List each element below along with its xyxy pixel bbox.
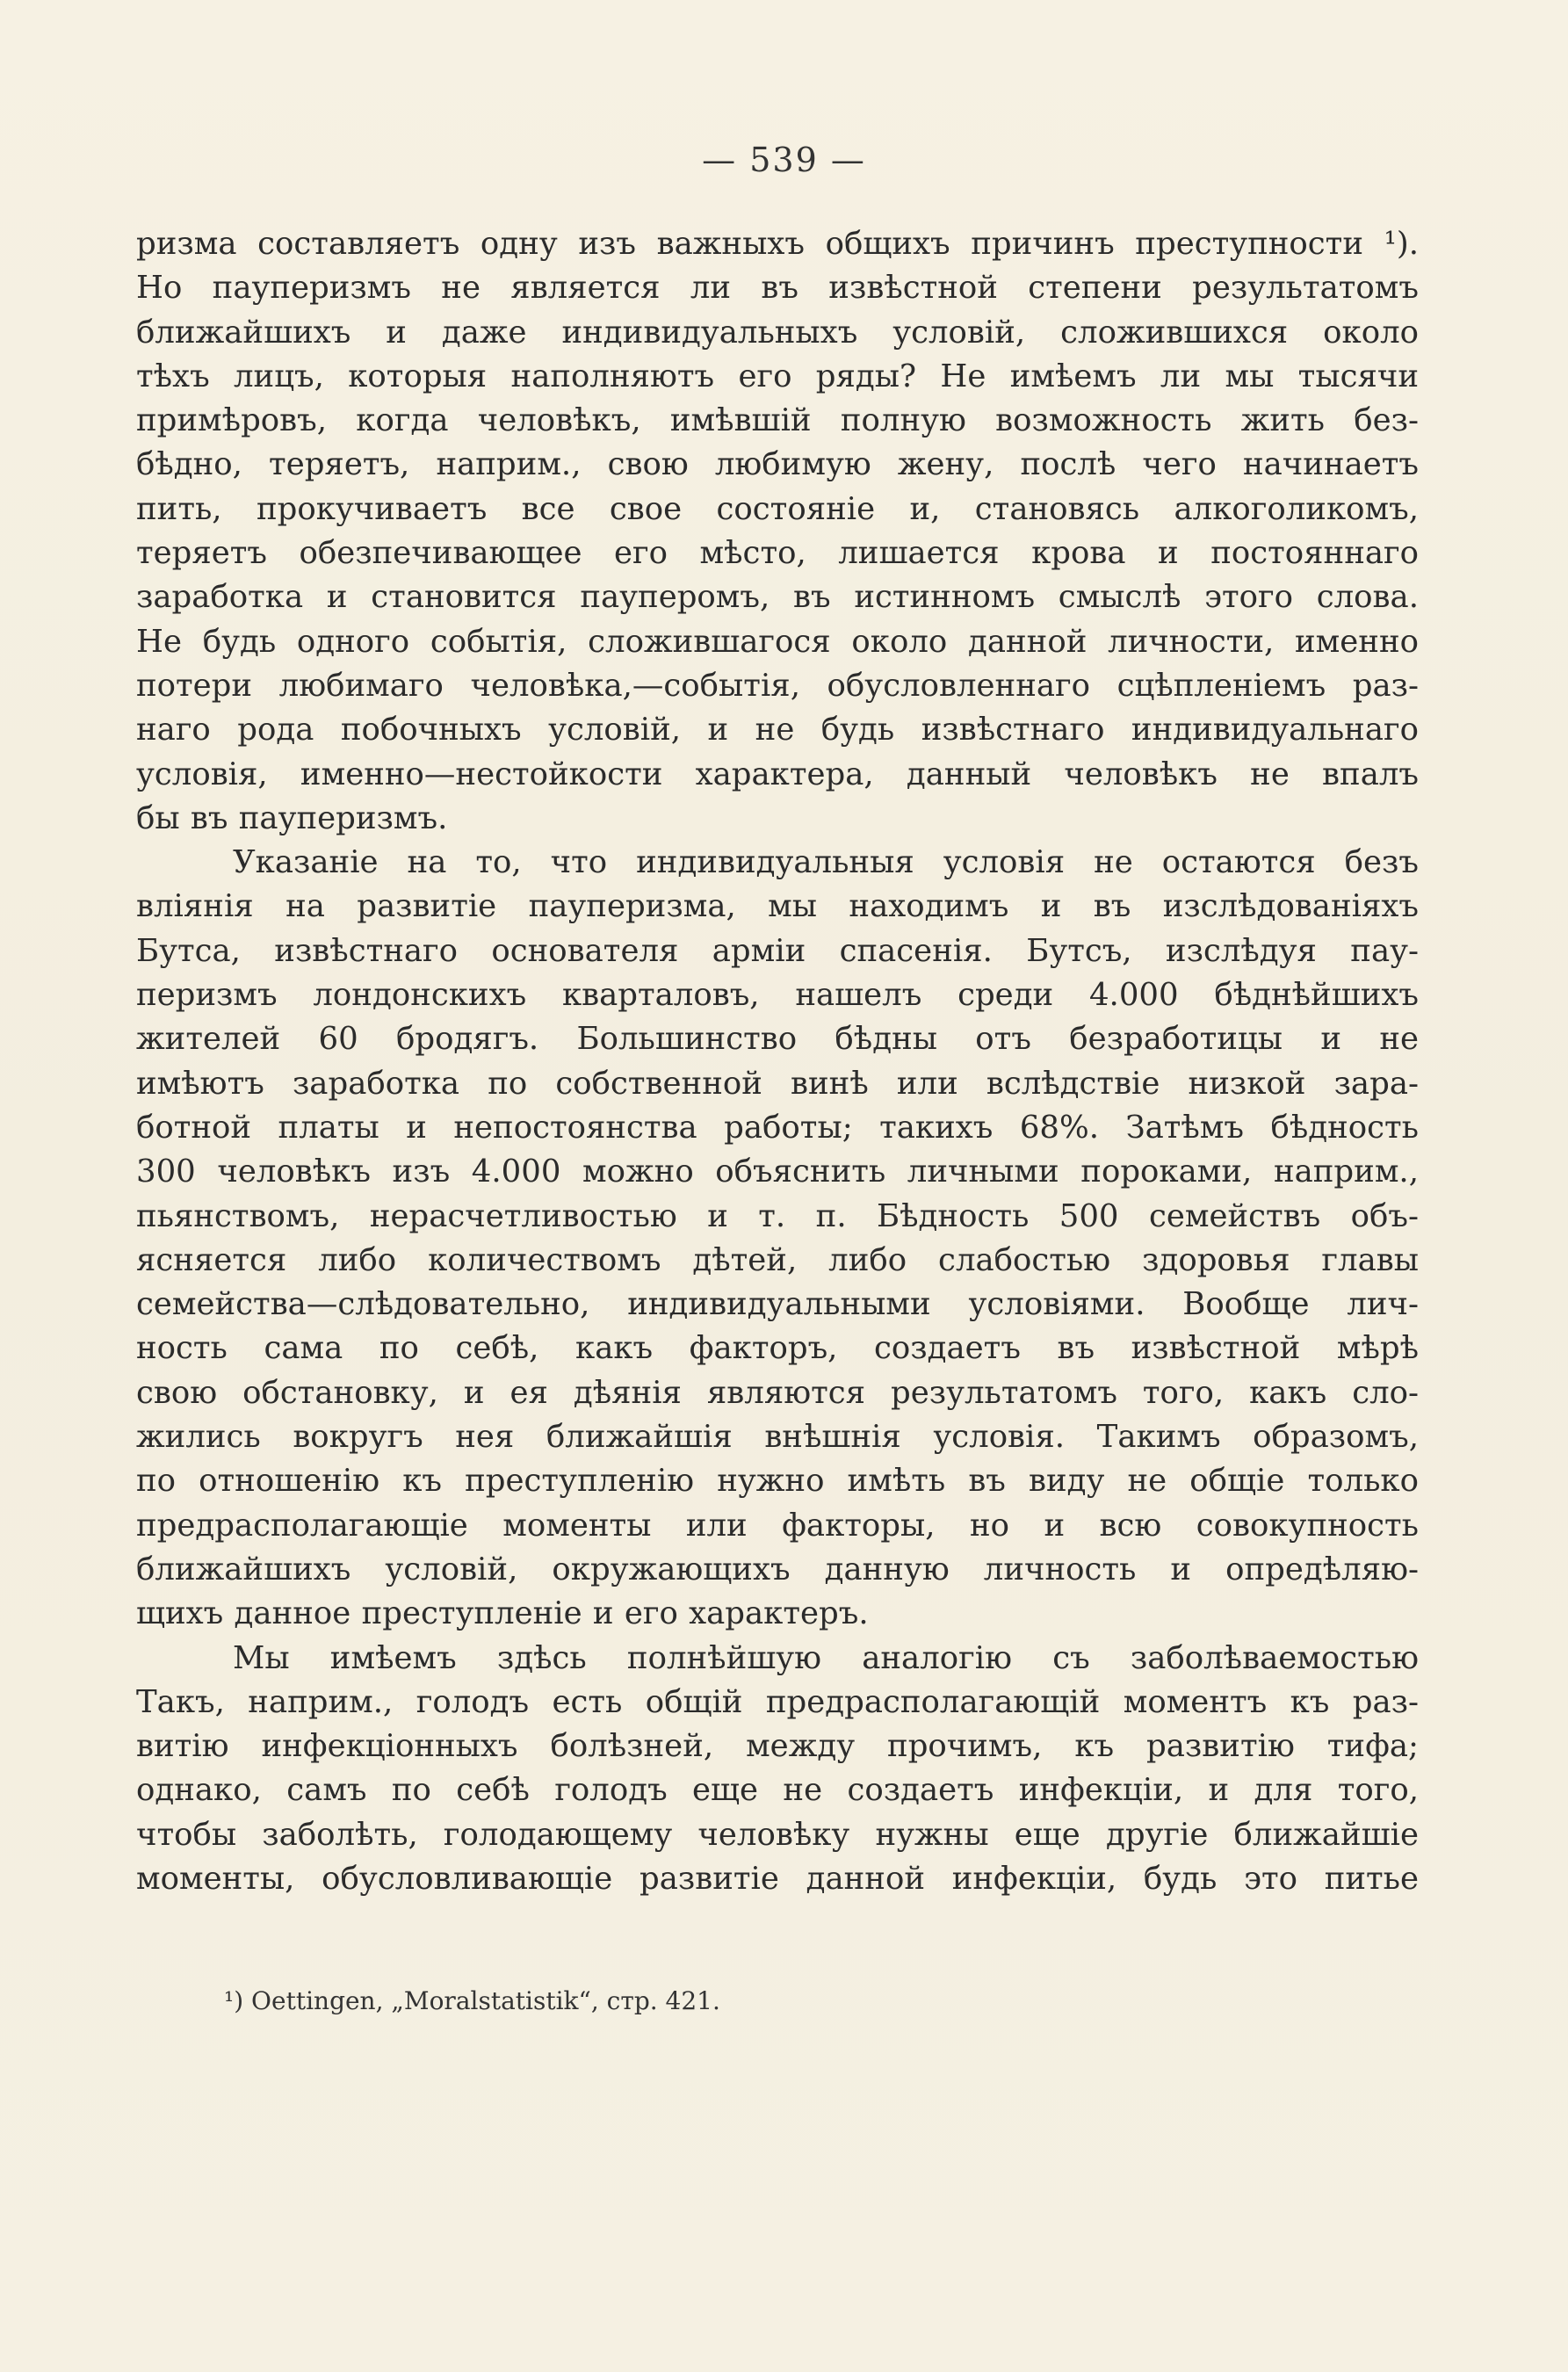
text-line: потери любимаго человѣка,—событія, обусловленнаго сцѣпленіемъ раз- [136, 667, 1419, 704]
text-line: Не будь одного событія, сложившагося около данной личности, именно [136, 623, 1419, 660]
text-line: ближайшихъ условій, окружающихъ данную личность и опредѣляю- [136, 1551, 1419, 1587]
text-line: теряетъ обезпечивающее его мѣсто, лишается крова и постояннаго [136, 535, 1419, 572]
page-number: — 539 — [702, 141, 866, 179]
text-line: щихъ данное преступленіе и его характеръ. [136, 1595, 869, 1632]
text-line: тѣхъ лицъ, которыя наполняютъ его ряды? Не имѣемъ ли мы тысячи [136, 358, 1419, 394]
text-line: жителей 60 бродягъ. Большинство бѣдны отъ безработицы и не [136, 1021, 1419, 1058]
text-line: Мы имѣемъ здѣсь полнѣйшую аналогію съ заболѣваемостью [233, 1639, 1419, 1676]
text-line: предрасполагающіе моменты или факторы, но и всю совокупность [136, 1507, 1419, 1544]
text-line: перизмъ лондонскихъ кварталовъ, нашелъ среди 4.000 бѣднѣйшихъ [136, 977, 1419, 1014]
text-line: свою обстановку, и ея дѣянія являются результатомъ того, какъ сло- [136, 1374, 1419, 1411]
text-line: витію инфекціонныхъ болѣзней, между прочимъ, къ развитію тифа; [136, 1728, 1419, 1765]
text-line: чтобы заболѣть, голодающему человѣку нужны еще другіе ближайшіе [136, 1816, 1419, 1853]
text-line: моменты, обусловливающіе развитіе данной инфекціи, будь это питье [136, 1860, 1419, 1897]
text-line: ясняется либо количествомъ дѣтей, либо слабостью здоровья главы [136, 1241, 1419, 1278]
text-line: заработка и становится пауперомъ, въ истинномъ смыслѣ этого слова. [136, 579, 1419, 616]
text-line: однако, самъ по себѣ голодъ еще не создаетъ инфекціи, и для того, [136, 1772, 1419, 1809]
text-line: примѣровъ, когда человѣкъ, имѣвшій полную возможность жить без- [136, 402, 1419, 439]
text-line: Такъ, наприм., голодъ есть общій предрасполагающій моментъ къ раз- [136, 1683, 1419, 1720]
text-line: пьянствомъ, нерасчетливостью и т. п. Бѣдность 500 семействъ объ- [136, 1197, 1419, 1234]
text-line: наго рода побочныхъ условій, и не будь извѣстнаго индивидуальнаго [136, 712, 1419, 748]
text-line: по отношенію къ преступленію нужно имѣть въ виду не общіе только [136, 1463, 1419, 1500]
text-line: бы въ пауперизмъ. [136, 799, 448, 836]
text-line: 300 человѣкъ изъ 4.000 можно объяснить личными пороками, наприм., [136, 1153, 1419, 1190]
text-line: ближайшихъ и даже индивидуальныхъ условій, сложившихся около [136, 314, 1419, 351]
text-line: Но пауперизмъ не является ли въ извѣстной степени результатомъ [136, 270, 1419, 307]
text-line: жились вокругъ нея ближайшія внѣшнія условія. Такимъ образомъ, [136, 1419, 1419, 1456]
text-line: Указаніе на то, что индивидуальныя условія не остаются безъ [233, 844, 1419, 881]
text-line: условія, именно—нестойкости характера, данный человѣкъ не впалъ [136, 756, 1419, 792]
body-text [136, 222, 1419, 1901]
text-line: Бутса, извѣстнаго основателя арміи спасенія. Бутсъ, изслѣдуя пау- [136, 932, 1419, 969]
text-line: ность сама по себѣ, какъ факторъ, создаетъ въ извѣстной мѣрѣ [136, 1330, 1419, 1367]
text-line: имѣютъ заработка по собственной винѣ или вслѣдствіе низкой зара- [136, 1065, 1419, 1102]
text-line: семейства—слѣдовательно, индивидуальными условіями. Вообще лич- [136, 1286, 1419, 1323]
text-line: ботной платы и непостоянства работы; такихъ 68%. Затѣмъ бѣдность [136, 1109, 1419, 1146]
text-line: бѣдно, теряетъ, наприм., свою любимую жену, послѣ чего начинаетъ [136, 446, 1419, 483]
text-line: ризма составляетъ одну изъ важныхъ общихъ причинъ преступности ¹). [136, 226, 1419, 262]
text-line: пить, прокучиваетъ все свое состояніе и, становясь алкоголикомъ, [136, 490, 1419, 527]
footnote: ¹) Oettingen, „Moralstatistik“, стр. 421. [224, 1986, 720, 2015]
text-line: вліянія на развитіе пауперизма, мы находимъ и въ изслѣдованіяхъ [136, 888, 1419, 925]
